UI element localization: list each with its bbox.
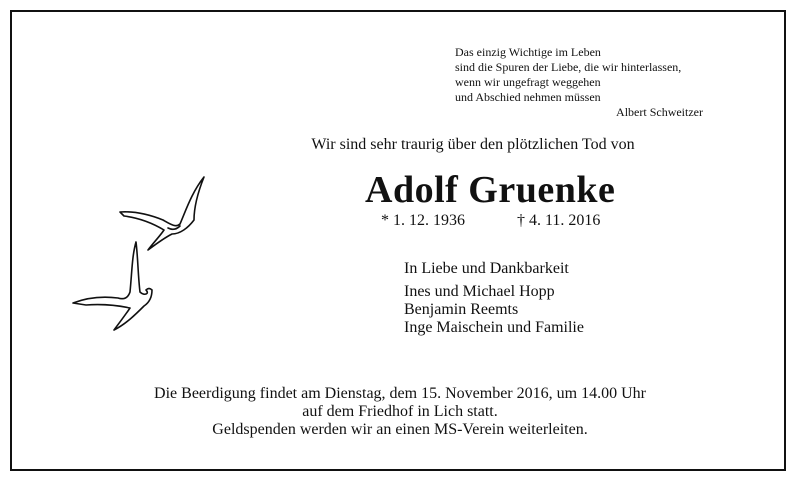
intro-text: Wir sind sehr traurig über den plötzlichen Tod von [311,136,635,153]
mourner-name: Ines und Michael Hopp [404,283,555,300]
quote-author: Albert Schweitzer [616,105,703,119]
birth-date: * 1. 12. 1936 [381,212,465,229]
mourner-name: Inge Maischein und Familie [404,319,584,336]
mourner-name: Benjamin Reemts [404,301,519,318]
flying-birds-icon [68,172,208,334]
funeral-line: auf dem Friedhof in Lich statt. [302,403,498,420]
quote-line: Das einzig Wichtige im Leben [455,45,601,59]
mourners-block [404,260,584,337]
deceased-name: Adolf Gruenke [365,169,616,211]
quote-line: und Abschied nehmen müssen [455,90,601,104]
donation-note: Geldspenden werden wir an einen MS-Verein weiterleiten. [212,421,588,438]
funeral-info [0,385,800,439]
quote-block [455,45,755,120]
quote-line: sind die Spuren der Liebe, die wir hinterlassen, [455,60,682,74]
quote-line: wenn wir ungefragt weggehen [455,75,601,89]
funeral-line: Die Beerdigung findet am Dienstag, dem 15. November 2016, um 14.00 Uhr [154,385,646,402]
death-date: † 4. 11. 2016 [517,212,601,229]
mourners-heading: In Liebe und Dankbarkeit [404,260,569,277]
